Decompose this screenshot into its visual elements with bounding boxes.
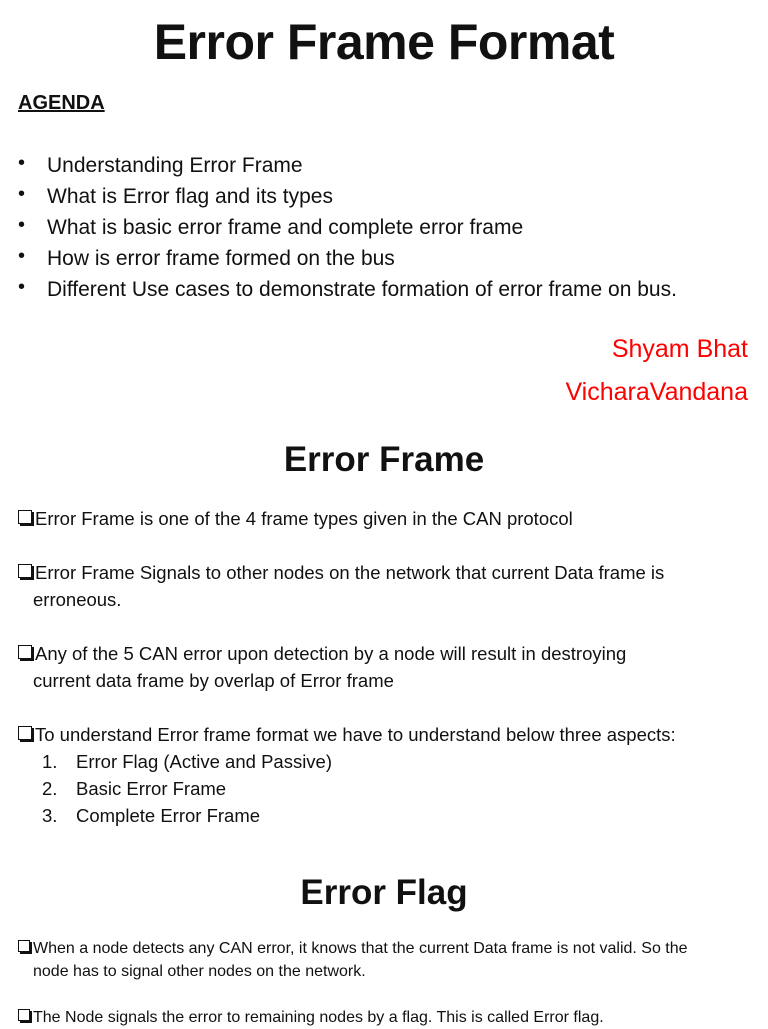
error-frame-point: Any of the 5 CAN error upon detection by a node will result in destroying current data frame by overlap of Error frame (18, 640, 758, 694)
checkbox-bullet-icon (18, 564, 32, 578)
checkbox-bullet-icon (18, 645, 32, 659)
error-frame-point: Error Frame is one of the 4 frame types given in the CAN protocol (18, 505, 758, 532)
list-item: 2. Basic Error Frame (42, 778, 227, 799)
checkbox-bullet-icon (18, 940, 30, 952)
list-item: 3. Complete Error Frame (42, 805, 261, 826)
error-flag-point: The Node signals the error to remaining nodes by a flag. This is called Error flag. (18, 1006, 758, 1029)
list-item: 1. Error Flag (Active and Passive) (42, 751, 333, 772)
section-title-error-flag: Error Flag (300, 873, 468, 912)
list-item: • Different Use cases to demonstrate formation of error frame on bus. (18, 274, 677, 305)
list-item: • What is basic error frame and complete error frame (18, 212, 677, 243)
agenda-heading: AGENDA (18, 92, 105, 114)
list-item: • What is Error flag and its types (18, 181, 677, 212)
error-flag-point: When a node detects any CAN error, it knows that the current Data frame is not valid. So the node has to signal other nodes on the network. (18, 937, 758, 983)
section-title-error-frame: Error Frame (283, 440, 485, 479)
aspects-list (42, 748, 332, 829)
checkbox-bullet-icon (18, 726, 32, 740)
agenda-list (18, 150, 677, 305)
list-item: • Understanding Error Frame (18, 150, 677, 181)
list-item: • How is error frame formed on the bus (18, 243, 677, 274)
checkbox-bullet-icon (18, 1009, 30, 1021)
author-name: Shyam Bhat (611, 335, 748, 363)
error-frame-point: Error Frame Signals to other nodes on the network that current Data frame is erroneous. (18, 559, 758, 613)
checkbox-bullet-icon (18, 510, 32, 524)
author-channel: VicharaVandana (565, 378, 748, 406)
page-title: Error Frame Format (153, 14, 615, 70)
error-frame-point: To understand Error frame format we have to understand below three aspects: (18, 721, 758, 748)
